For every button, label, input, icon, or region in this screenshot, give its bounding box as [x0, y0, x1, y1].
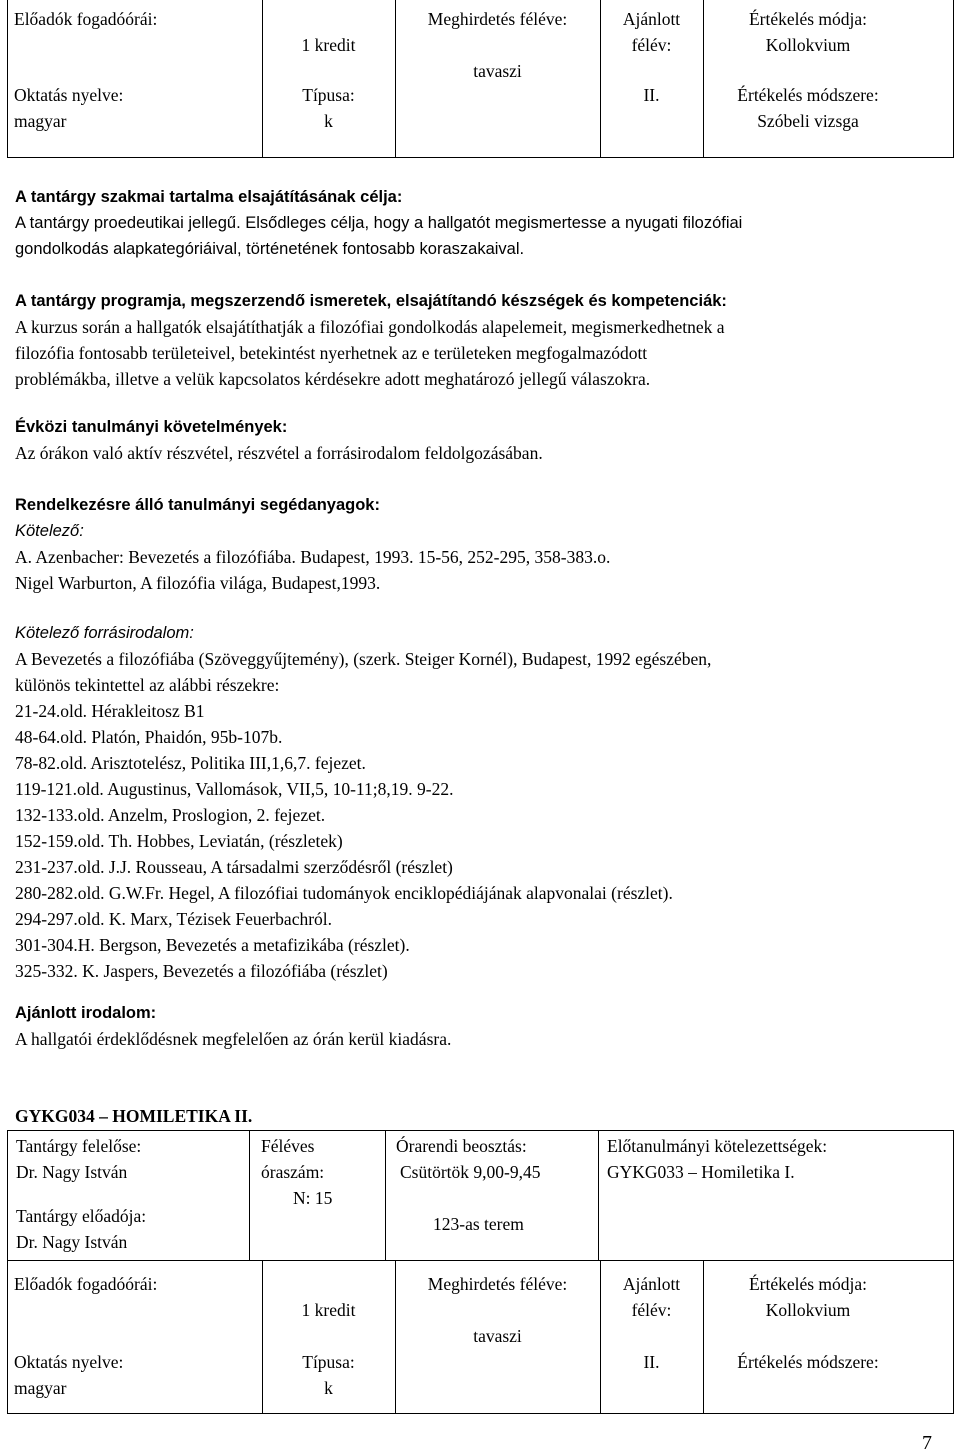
paragraph-line: problémákba, illetve a velük kapcsolatos kérdésekre adott meghatározó jellegű válaszokra.: [15, 369, 651, 389]
tipusa-value: k: [324, 111, 333, 131]
kotelezo-label: Kötelező:: [15, 522, 84, 540]
modszere-value: Szóbeli vizsga: [757, 111, 859, 131]
terem-value: 123-as terem: [433, 1214, 524, 1234]
paragraph-line: Az órákon való aktív részvétel, részvétel a forrásirodalom feldolgozásában.: [15, 443, 543, 463]
bottom-info-table: [7, 1260, 954, 1414]
evkozi-section: [15, 414, 931, 466]
section-heading: Ajánlott irodalom:: [15, 1004, 157, 1022]
oraszam-value: N: 15: [293, 1188, 333, 1208]
modszere-label: Értékelés módszere:: [737, 85, 879, 105]
list-item: 119-121.old. Augustinus, Vallomások, VII,5, 10-11;8,19. 9-22.: [15, 779, 454, 799]
top-info-table: [7, 0, 954, 158]
section-heading: Rendelkezésre álló tanulmányi segédanyagok:: [15, 496, 380, 514]
programja-section: [15, 288, 931, 392]
list-item: 21-24.old. Hérakleitosz B1: [15, 701, 205, 721]
list-item: 325-332. K. Jaspers, Bevezetés a filozófiába (részlet): [15, 961, 388, 981]
modszere-label: Értékelés módszere:: [737, 1352, 879, 1372]
tipusa-value: k: [324, 1378, 333, 1398]
list-item: A. Azenbacher: Bevezetés a filozófiába. Budapest, 1993. 15-56, 252-295, 358-383.o.: [15, 547, 611, 567]
oktatas-value: magyar: [14, 111, 67, 131]
ajanlott-label: Ajánlott: [622, 1274, 681, 1294]
eloadoja-label: Tantárgy előadója:: [16, 1206, 147, 1226]
oktatas-label: Oktatás nyelve:: [14, 85, 124, 105]
list-item: Nigel Warburton, A filozófia világa, Budapest,1993.: [15, 573, 381, 593]
orarendi-label: Órarendi beosztás:: [396, 1136, 527, 1156]
oktatas-value: magyar: [14, 1378, 67, 1398]
ertekeles-modja-value: Kollokvium: [765, 35, 851, 55]
felelos-value: Dr. Nagy István: [16, 1162, 128, 1182]
eloadoja-value: Dr. Nagy István: [16, 1232, 128, 1252]
ajanlott-label: Ajánlott: [622, 9, 681, 29]
eloadok-label: Előadók fogadóórái:: [14, 1274, 158, 1294]
paragraph-line: különös tekintettel az alábbi részekre:: [15, 675, 280, 695]
orarendi-value: Csütörtök 9,00-9,45: [400, 1162, 541, 1182]
list-item: 152-159.old. Th. Hobbes, Leviatán, (részletek): [15, 831, 343, 851]
eloadok-label: Előadók fogadóórái:: [14, 9, 158, 29]
meghirdetes-value: tavaszi: [473, 61, 522, 81]
kredit-value: 1 kredit: [301, 35, 356, 55]
divider: [598, 1131, 599, 1260]
ertekeles-modja-label: Értékelés módja:: [748, 9, 868, 29]
list-item: 280-282.old. G.W.Fr. Hegel, A filozófiai tudományok enciklopédiájának alapvonalai (részlet).: [15, 883, 673, 903]
section-heading: A tantárgy programja, megszerzendő ismeretek, elsajátítandó készségek és kompetenciák:: [15, 292, 727, 310]
ertekeles-modja-label: Értékelés módja:: [748, 1274, 868, 1294]
meghirdetes-value: tavaszi: [473, 1326, 522, 1346]
felev-label: félév:: [631, 35, 672, 55]
meghirdetes-label: Meghirdetés féléve:: [427, 1274, 568, 1294]
section-heading: A tantárgy szakmai tartalma elsajátításának célja:: [15, 188, 403, 206]
course-info-table: [7, 1130, 954, 1261]
forrasirodalom-label: Kötelező forrásirodalom:: [15, 624, 194, 642]
section-heading: Évközi tanulmányi követelmények:: [15, 418, 288, 436]
list-item: 301-304.H. Bergson, Bevezetés a metafizikába (részlet).: [15, 935, 410, 955]
kredit-value: 1 kredit: [301, 1300, 356, 1320]
divider: [249, 1131, 250, 1260]
paragraph-line: gondolkodás alapkategóriáival, történetének fontosabb koraszakaival.: [15, 240, 525, 258]
list-item: 132-133.old. Anzelm, Proslogion, 2. fejezet.: [15, 805, 326, 825]
paragraph-line: filozófia fontosabb területeivel, betekintést nyerhetnek az e területeken megfogalmazódott: [15, 343, 648, 363]
oktatas-label: Oktatás nyelve:: [14, 1352, 124, 1372]
meghirdetes-label: Meghirdetés féléve:: [427, 9, 568, 29]
tipusa-label: Típusa:: [302, 85, 355, 105]
segedanyagok-section: [15, 492, 931, 596]
elotanulmanyi-label: Előtanulmányi kötelezettségek:: [607, 1136, 828, 1156]
paragraph-line: A tantárgy proedeutikai jellegű. Elsődleges célja, hogy a hallgatót megismertesse a nyugati filozófiai: [15, 214, 743, 232]
ajanlott-value: II.: [643, 85, 660, 105]
course-title: GYKG034 – HOMILETIKA II.: [15, 1106, 253, 1126]
celja-section: [15, 184, 931, 262]
list-item: 48-64.old. Platón, Phaidón, 95b-107b.: [15, 727, 283, 747]
forrasirodalom-section: [15, 620, 931, 984]
feleves-label: Féléves: [261, 1136, 315, 1156]
felev-label: félév:: [631, 1300, 672, 1320]
oraszam-label: óraszám:: [261, 1162, 325, 1182]
ajanlott-value: II.: [643, 1352, 660, 1372]
paragraph-line: A Bevezetés a filozófiába (Szöveggyűjtemény), (szerk. Steiger Kornél), Budapest, 1992 egészében,: [15, 649, 712, 669]
paragraph-line: A kurzus során a hallgatók elsajátíthatják a filozófiai gondolkodás alapelemeit, megismerkedhetnek a: [15, 317, 725, 337]
list-item: 294-297.old. K. Marx, Tézisek Feuerbachról.: [15, 909, 333, 929]
elotanulmanyi-value: GYKG033 – Homiletika I.: [607, 1162, 795, 1182]
page-number: 7: [922, 1432, 932, 1454]
list-item: 78-82.old. Arisztotelész, Politika III,1,6,7. fejezet.: [15, 753, 366, 773]
list-item: 231-237.old. J.J. Rousseau, A társadalmi szerződésről (részlet): [15, 857, 453, 877]
felelos-label: Tantárgy felelőse:: [16, 1136, 142, 1156]
paragraph-line: A hallgatói érdeklődésnek megfelelően az órán kerül kiadásra.: [15, 1029, 452, 1049]
divider: [385, 1131, 386, 1260]
ertekeles-modja-value: Kollokvium: [765, 1300, 851, 1320]
ajanlott-irodalom-section: [15, 1000, 931, 1052]
tipusa-label: Típusa:: [302, 1352, 355, 1372]
